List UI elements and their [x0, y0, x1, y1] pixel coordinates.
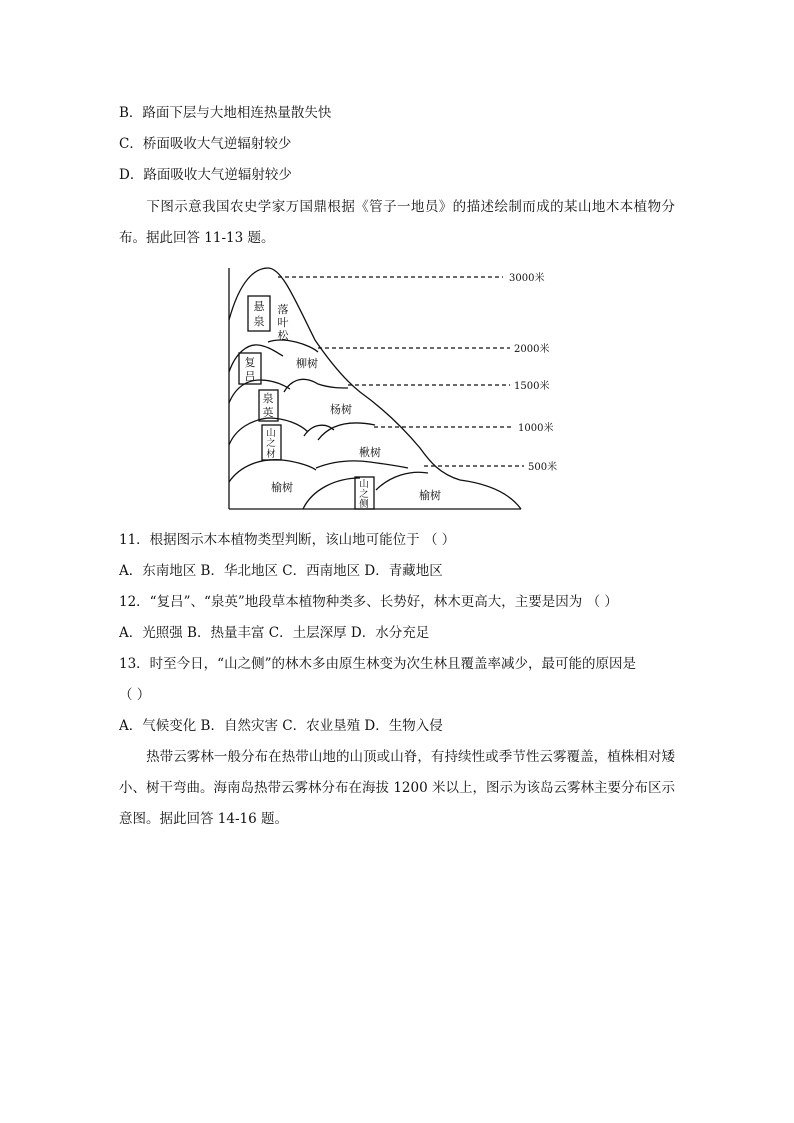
intro-paragraph-14-16: 热带云雾林一般分布在热带山地的山顶或山脊，有持续性或季节性云雾覆盖，植株相对矮小、树干弯曲。海南岛热带云雾林分布在海拔 1200 米以上，图示为该岛云雾林主要分布区示意图。据此回答 14-16 题。 — [119, 749, 675, 827]
altitude-label-500: 500米 — [528, 462, 558, 473]
tree-label-yushu-right: 榆树 — [419, 489, 441, 502]
svg-text:侧: 侧 — [359, 499, 369, 510]
tree-label-yangshu: 杨树 — [330, 403, 352, 416]
altitude-label-1500: 1500米 — [514, 381, 550, 392]
question-13-stem-cont: （ ） — [119, 687, 151, 703]
svg-text:松: 松 — [277, 329, 289, 342]
option-c-prev: C．桥面吸收大气逆辐射较少 — [119, 136, 292, 152]
svg-text:吕: 吕 — [244, 370, 256, 383]
mountain-outline — [229, 268, 521, 509]
tree-label-qiushu: 楸树 — [359, 446, 381, 459]
option-b-prev: B．路面下层与大地相连热量散失快 — [119, 105, 332, 121]
mountain-vegetation-figure — [220, 262, 570, 514]
zone-label-fulv: 复 — [244, 356, 256, 369]
svg-text:之: 之 — [266, 438, 276, 449]
question-12-options: A．光照强 B．热量丰富 C．土层深厚 D．水分充足 — [119, 625, 430, 641]
intro-paragraph-11-13: 下图示意我国农史学家万国鼎根据《管子一地员》的描述绘制而成的某山地木本植物分布。据此回答 11-13 题。 — [119, 199, 675, 246]
altitude-label-2000: 2000米 — [514, 344, 550, 355]
tree-label-yushu-left: 榆树 — [271, 481, 293, 494]
option-d-prev: D．路面吸收大气逆辐射较少 — [119, 167, 292, 183]
svg-text:叶: 叶 — [277, 316, 289, 329]
zone-label-quanying: 泉 — [262, 392, 274, 405]
question-13-options: A．气候变化 B．自然灾害 C．农业垦殖 D．生物入侵 — [119, 718, 443, 734]
zone-label-shanzhice: 山 — [359, 479, 369, 490]
svg-text:泉: 泉 — [253, 315, 265, 328]
question-11-stem: 11．根据图示木本植物类型判断，该山地可能位于 （ ） — [119, 532, 456, 548]
svg-text:材: 材 — [266, 449, 276, 460]
tree-label-luoyesong: 落 — [277, 303, 289, 316]
zone-label-xuanquan: 悬 — [253, 300, 265, 313]
svg-text:英: 英 — [262, 406, 274, 419]
zone-label-shanzhicai: 山 — [266, 428, 276, 439]
tree-label-liushu: 柳树 — [296, 357, 318, 370]
question-12-stem: 12．“复吕”、“泉英”地段草本植物种类多、长势好，林木更高大，主要是因为 （ ） — [119, 594, 618, 610]
question-13-stem: 13．时至今日，“山之侧”的林木多由原生林变为次生林且覆盖率减少，最可能的原因是 — [119, 656, 636, 672]
altitude-label-1000: 1000米 — [518, 423, 554, 434]
svg-text:之: 之 — [359, 489, 369, 500]
altitude-label-3000: 3000米 — [509, 273, 545, 284]
question-11-options: A．东南地区 B．华北地区 C．西南地区 D．青藏地区 — [119, 563, 443, 579]
